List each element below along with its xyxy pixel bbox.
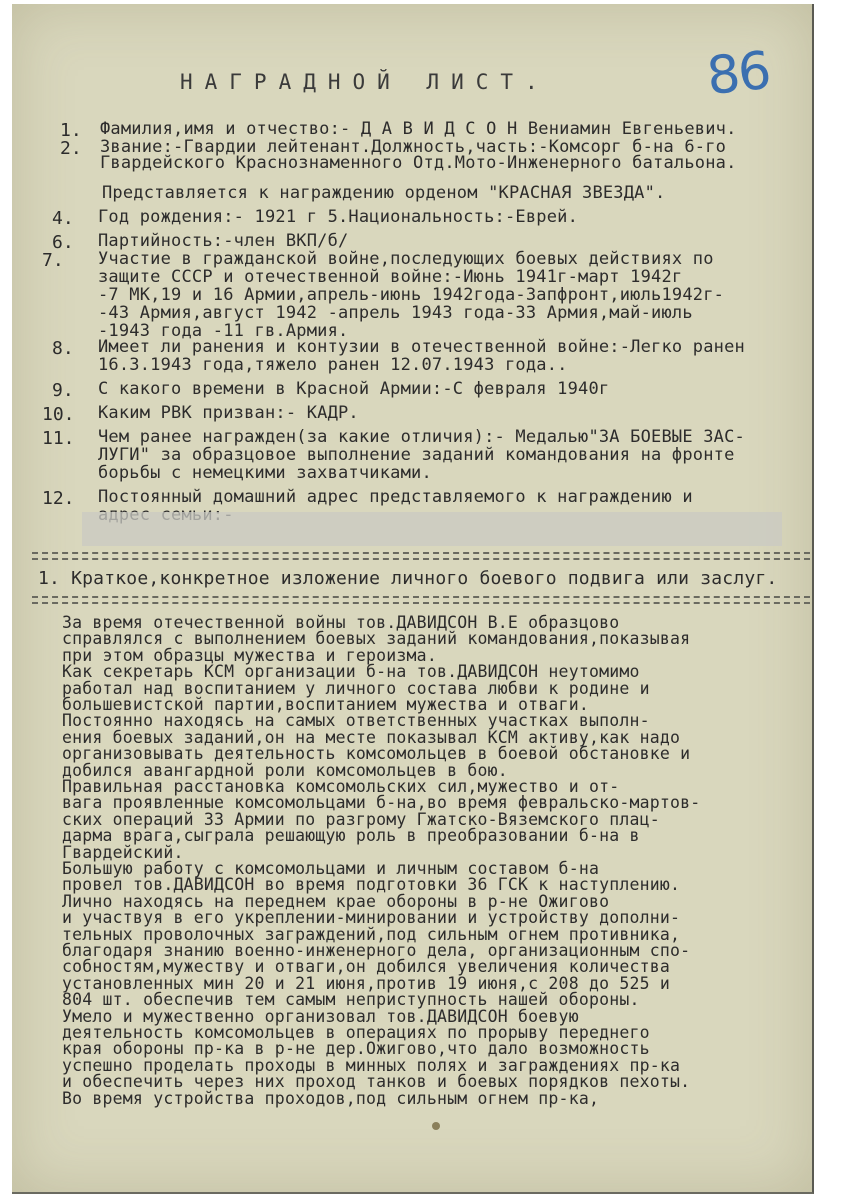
- narrative-line: ских операций 33 Армии по разгрому Гжатско-Вяземского плац-: [62, 809, 660, 829]
- double-rule-top: [32, 552, 810, 554]
- field-line: Имеет ли ранения и контузии в отечественной войне:-Легко ранен: [98, 337, 745, 357]
- double-rule-top-2: [32, 558, 810, 560]
- field-number: 8.: [52, 338, 74, 359]
- field-number: 1.: [60, 120, 82, 141]
- field-line: 16.3.1943 года,тяжело ранен 12.07.1943 года..: [98, 355, 568, 375]
- narrative-line: Умело и мужественно организовал тов.ДАВИДСОН боевую: [62, 1006, 579, 1026]
- narrative-line: За время отечественной войны тов.ДАВИДСОН В.Е образцово: [62, 613, 620, 632]
- narrative-line: 804 шт. обеспечив тем самым неприступность нашей обороны.: [62, 990, 640, 1010]
- field-number: 11.: [42, 428, 75, 449]
- narrative-line: Как секретарь КСМ организации б-на тов.ДАВИДСОН неутомимо: [62, 662, 640, 682]
- narrative-line: собностям,мужеству и отваги,он добился увеличения количества: [62, 957, 671, 977]
- field-line: Участие в гражданской войне,последующих боевых действиях по: [98, 249, 714, 269]
- narrative-line: провел тов.ДАВИДСОН во время подготовки 36 ГСК к наступлению.: [62, 875, 681, 895]
- field-number: 12.: [42, 488, 75, 509]
- narrative-line: дарма врага,сыграла решающую роль в преобразовании б-на в: [62, 826, 640, 846]
- field-line: Год рождения:- 1921 г 5.Национальность:-Еврей.: [98, 207, 579, 227]
- narrative-line: Большую работу с комсомольцами и личным составом б-на: [62, 859, 600, 878]
- field-line: Звание:-Гвардии лейтенант.Должность,часть:-Комсорг б-на 6-го: [100, 137, 727, 157]
- field-number: 7.: [42, 250, 64, 271]
- field-line: ЛУГИ" за образцовое выполнение заданий командования на фронте: [98, 445, 735, 465]
- field-number: 10.: [42, 404, 75, 425]
- narrative-line: установленных мин 20 и 21 июня,против 19 июня,с 208 до 525 и: [62, 973, 671, 993]
- field-line: Каким РВК призван:- КАДР.: [98, 403, 359, 423]
- field-number: 4.: [52, 208, 74, 229]
- field-line: Партийность:-член ВКП/б/: [98, 231, 349, 251]
- narrative-line: организовывать деятельность комсомольцев в боевой обстановке и: [62, 744, 691, 764]
- narrative-line: и участвуя в его укреплении-минировании и устройству дополни-: [62, 908, 681, 928]
- field-line: -7 МК,19 и 16 Армии,апрель-июнь 1942года-Запфронт,июль1942г-: [98, 285, 725, 305]
- award-sheet: [12, 4, 814, 1194]
- narrative-line: Лично находясь на переднем крае обороны в р-не Ожигово: [62, 891, 610, 911]
- field-line: С какого времени в Красной Армии:-С февраля 1940г: [98, 379, 610, 399]
- narrative-line: при этом образцы мужества и героизма.: [62, 645, 437, 665]
- narrative-line: большевистской партии,воспитанием мужества и отваги.: [62, 695, 589, 714]
- narrative-line: Гвардейский.: [62, 842, 184, 862]
- field-number: 9.: [52, 380, 74, 401]
- field-line: -43 Армия,август 1942 -апрель 1943 года-33 Армия,май-июль: [98, 303, 693, 323]
- field-line: Гвардейского Краснознаменного Отд.Мото-Инженерного батальона.: [100, 153, 737, 173]
- narrative-line: вага проявленные комсомольцами б-на,во время февральско-мартов-: [62, 793, 701, 813]
- field-line: Фамилия,имя и отчество:- Д А В И Д С О Н Вениамин Евгеньевич.: [100, 119, 737, 139]
- field-line: борьбы с немецкими захватчиками.: [98, 463, 432, 483]
- punch-hole: [432, 1122, 440, 1130]
- section-heading: 1. Краткое,конкретное изложение личного боевого подвига или заслуг.: [38, 568, 778, 589]
- narrative-line: и обеспечить через них проход танков и боевых порядков пехоты.: [62, 1072, 691, 1092]
- narrative-line: Постоянно находясь на самых ответственных участках выполн-: [62, 711, 650, 731]
- double-rule-bottom: [32, 596, 810, 598]
- document-title: НАГРАДНОЙ ЛИСТ.: [180, 70, 550, 94]
- narrative-line: благодаря знанию военно-инженерного дела, организационным спо-: [62, 941, 691, 960]
- field-line: Чем ранее награжден(за какие отличия):- Медалью"ЗА БОЕВЫЕ ЗАС-: [98, 427, 745, 447]
- narrative-line: деятельность комсомольцев в операциях по прорыву переднего: [62, 1023, 650, 1042]
- double-rule-bottom-2: [32, 602, 810, 604]
- field-line: защите СССР и отечественной войне:-Июнь 1941г-март 1942г: [98, 267, 683, 287]
- field-line: Представляется к награждению орденом "КРАСНАЯ ЗВЕЗДА".: [102, 183, 666, 203]
- narrative-line: добился авангардной роли комсомольцев в бою.: [62, 760, 508, 780]
- narrative-line: Правильная расстановка комсомольских сил,мужество и от-: [62, 777, 620, 796]
- narrative-line: края обороны пр-ка в р-не дер.Ожигово,что дало возможность: [62, 1039, 650, 1059]
- archive-number: 86: [704, 40, 773, 108]
- narrative-line: ения боевых заданий,он на месте показывал КСМ активу,как надо: [62, 727, 681, 747]
- narrative-line: справлялся с выполнением боевых заданий командования,показывая: [62, 629, 691, 649]
- narrative-line: Во время устройства проходов,под сильным огнем пр-ка,: [62, 1088, 600, 1108]
- narrative-line: тельных проволочных заграждений,под сильным огнем противника,: [62, 924, 681, 944]
- field-number: 6.: [52, 232, 74, 253]
- field-line: Постоянный домашний адрес представляемого к награждению и: [98, 487, 693, 507]
- redacted-address-strip: [82, 512, 782, 546]
- narrative-line: работал над воспитанием у личного состава любви к родине и: [62, 678, 650, 698]
- narrative-line: успешно проделать проходы в минных полях и заграждениях пр-ка: [62, 1055, 681, 1075]
- field-number: 2.: [60, 138, 82, 159]
- field-line: -1943 года -11 гв.Армия.: [98, 321, 349, 341]
